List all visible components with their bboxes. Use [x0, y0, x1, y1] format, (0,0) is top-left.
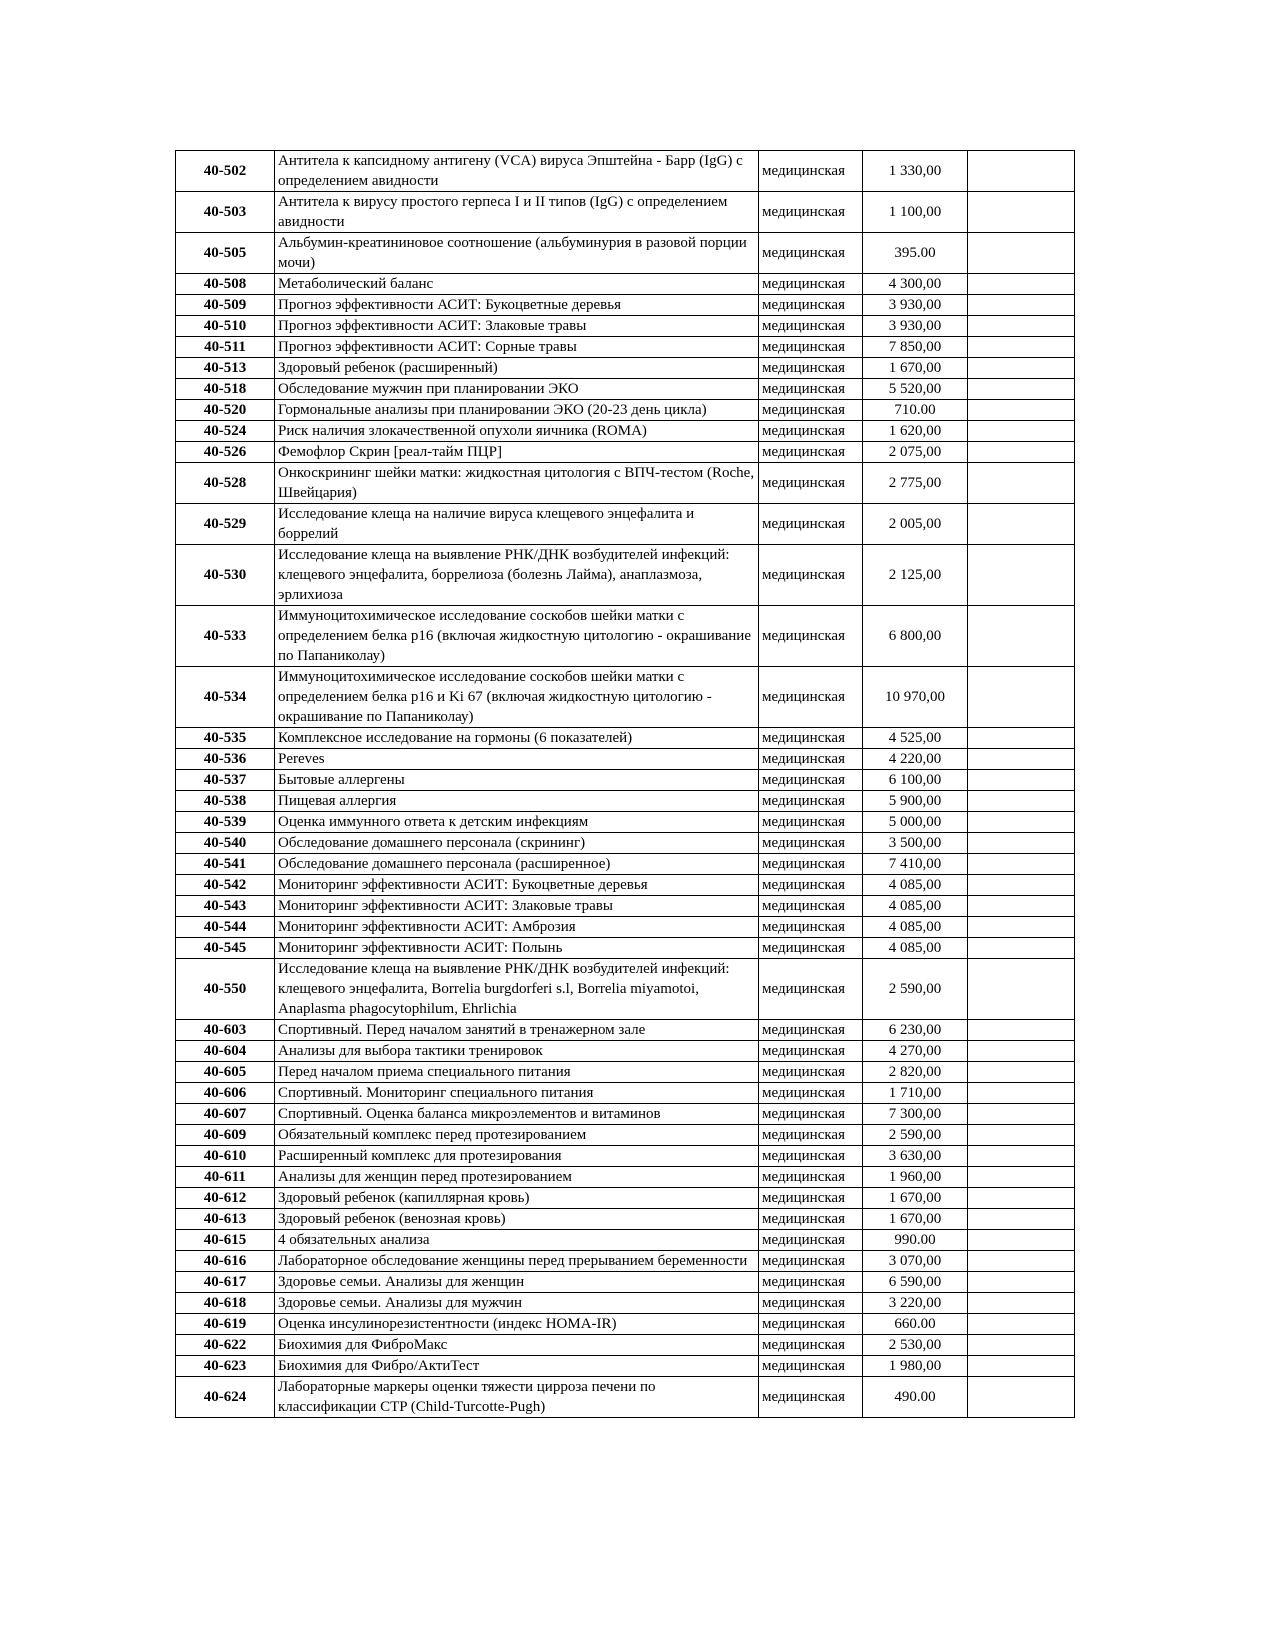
service-price: 660.00 — [863, 1314, 968, 1335]
table-row — [176, 1314, 1075, 1335]
service-price: 2 005,00 — [863, 504, 968, 545]
service-price: 5 520,00 — [863, 379, 968, 400]
service-code: 40-623 — [176, 1356, 275, 1377]
service-price: 990.00 — [863, 1230, 968, 1251]
service-code: 40-526 — [176, 442, 275, 463]
empty-cell — [968, 1356, 1075, 1377]
table-row — [176, 358, 1075, 379]
service-name: Мониторинг эффективности АСИТ: Амброзия — [275, 917, 759, 938]
table-row — [176, 192, 1075, 233]
service-type: медицинская — [759, 233, 863, 274]
service-name: Иммуноцитохимическое исследование соскобов шейки матки с определением белка p16 и Ki 67 (включая жидкостную цитологию - окрашивание по Папаниколау) — [275, 667, 759, 728]
service-code: 40-509 — [176, 295, 275, 316]
service-name: Обязательный комплекс перед протезированием — [275, 1125, 759, 1146]
service-price: 2 775,00 — [863, 463, 968, 504]
table-row — [176, 1104, 1075, 1125]
service-name: Биохимия для Фибро/АктиТест — [275, 1356, 759, 1377]
table-row — [176, 812, 1075, 833]
service-type: медицинская — [759, 1314, 863, 1335]
service-name: Исследование клеща на наличие вируса клещевого энцефалита и боррелий — [275, 504, 759, 545]
service-code: 40-603 — [176, 1020, 275, 1041]
service-name: Метаболический баланс — [275, 274, 759, 295]
service-name: Спортивный. Перед началом занятий в тренажерном зале — [275, 1020, 759, 1041]
service-type: медицинская — [759, 1356, 863, 1377]
empty-cell — [968, 1125, 1075, 1146]
table-row — [176, 1230, 1075, 1251]
service-code: 40-609 — [176, 1125, 275, 1146]
service-type: медицинская — [759, 442, 863, 463]
service-name: Анализы для женщин перед протезированием — [275, 1167, 759, 1188]
service-name: Здоровье семьи. Анализы для мужчин — [275, 1293, 759, 1314]
empty-cell — [968, 463, 1075, 504]
service-price: 6 590,00 — [863, 1272, 968, 1293]
service-price: 2 075,00 — [863, 442, 968, 463]
service-name: Обследование мужчин при планировании ЭКО — [275, 379, 759, 400]
empty-cell — [968, 1104, 1075, 1125]
table-row — [176, 917, 1075, 938]
empty-cell — [968, 545, 1075, 606]
service-name: Анализы для выбора тактики тренировок — [275, 1041, 759, 1062]
service-price: 2 530,00 — [863, 1335, 968, 1356]
service-type: медицинская — [759, 421, 863, 442]
service-code: 40-505 — [176, 233, 275, 274]
service-price: 4 085,00 — [863, 938, 968, 959]
empty-cell — [968, 1020, 1075, 1041]
empty-cell — [968, 1377, 1075, 1418]
empty-cell — [968, 151, 1075, 192]
service-name: Спортивный. Мониторинг специального питания — [275, 1083, 759, 1104]
service-price: 1 960,00 — [863, 1167, 968, 1188]
service-price: 1 100,00 — [863, 192, 968, 233]
table-row — [176, 421, 1075, 442]
empty-cell — [968, 1293, 1075, 1314]
service-price: 1 670,00 — [863, 1188, 968, 1209]
service-code: 40-535 — [176, 728, 275, 749]
empty-cell — [968, 1209, 1075, 1230]
empty-cell — [968, 400, 1075, 421]
empty-cell — [968, 791, 1075, 812]
empty-cell — [968, 833, 1075, 854]
service-name: Антитела к вирусу простого герпеса I и II типов (IgG) с определением авидности — [275, 192, 759, 233]
service-price: 710.00 — [863, 400, 968, 421]
service-type: медицинская — [759, 337, 863, 358]
table-row — [176, 749, 1075, 770]
service-type: медицинская — [759, 1125, 863, 1146]
service-code: 40-615 — [176, 1230, 275, 1251]
empty-cell — [968, 192, 1075, 233]
service-type: медицинская — [759, 1167, 863, 1188]
table-row — [176, 442, 1075, 463]
service-type: медицинская — [759, 938, 863, 959]
service-type: медицинская — [759, 1209, 863, 1230]
table-row — [176, 1272, 1075, 1293]
service-type: медицинская — [759, 400, 863, 421]
service-name: Оценка иммунного ответа к детским инфекциям — [275, 812, 759, 833]
service-code: 40-524 — [176, 421, 275, 442]
service-type: медицинская — [759, 749, 863, 770]
empty-cell — [968, 1314, 1075, 1335]
empty-cell — [968, 1335, 1075, 1356]
service-name: Здоровый ребенок (расширенный) — [275, 358, 759, 379]
service-code: 40-513 — [176, 358, 275, 379]
service-type: медицинская — [759, 316, 863, 337]
service-price: 3 070,00 — [863, 1251, 968, 1272]
service-code: 40-624 — [176, 1377, 275, 1418]
service-name: Здоровье семьи. Анализы для женщин — [275, 1272, 759, 1293]
service-type: медицинская — [759, 1293, 863, 1314]
service-type: медицинская — [759, 1230, 863, 1251]
service-name: Иммуноцитохимическое исследование соскобов шейки матки с определением белка p16 (включая жидкостную цитологию - окрашивание по Папаниколау) — [275, 606, 759, 667]
service-code: 40-617 — [176, 1272, 275, 1293]
service-price: 2 590,00 — [863, 1125, 968, 1146]
empty-cell — [968, 606, 1075, 667]
table-row — [176, 1125, 1075, 1146]
table-row — [176, 770, 1075, 791]
service-code: 40-605 — [176, 1062, 275, 1083]
empty-cell — [968, 917, 1075, 938]
service-code: 40-541 — [176, 854, 275, 875]
service-code: 40-606 — [176, 1083, 275, 1104]
service-price: 4 270,00 — [863, 1041, 968, 1062]
service-code: 40-604 — [176, 1041, 275, 1062]
table-row — [176, 1335, 1075, 1356]
service-name: Мониторинг эффективности АСИТ: Букоцветные деревья — [275, 875, 759, 896]
service-type: медицинская — [759, 791, 863, 812]
service-price: 1 670,00 — [863, 1209, 968, 1230]
table-row — [176, 316, 1075, 337]
service-name: Исследование клеща на выявление РНК/ДНК возбудителей инфекций: клещевого энцефалита, боррелиоза (болезнь Лайма), анаплазмоза, эрлихиоза — [275, 545, 759, 606]
service-price: 1 710,00 — [863, 1083, 968, 1104]
service-type: медицинская — [759, 1104, 863, 1125]
service-name: Pereves — [275, 749, 759, 770]
service-type: медицинская — [759, 1020, 863, 1041]
table-row — [176, 463, 1075, 504]
empty-cell — [968, 1230, 1075, 1251]
empty-cell — [968, 337, 1075, 358]
service-type: медицинская — [759, 151, 863, 192]
service-type: медицинская — [759, 274, 863, 295]
table-row — [176, 1146, 1075, 1167]
table-row — [176, 1167, 1075, 1188]
service-name: Оценка инсулинорезистентности (индекс HOMA-IR) — [275, 1314, 759, 1335]
empty-cell — [968, 1041, 1075, 1062]
service-name: Лабораторное обследование женщины перед прерыванием беременности — [275, 1251, 759, 1272]
empty-cell — [968, 504, 1075, 545]
table-row — [176, 667, 1075, 728]
service-name: Обследование домашнего персонала (расширенное) — [275, 854, 759, 875]
service-type: медицинская — [759, 917, 863, 938]
table-row — [176, 791, 1075, 812]
service-type: медицинская — [759, 1062, 863, 1083]
service-price: 4 085,00 — [863, 896, 968, 917]
service-price: 3 930,00 — [863, 316, 968, 337]
service-code: 40-511 — [176, 337, 275, 358]
table-row — [176, 274, 1075, 295]
service-code: 40-544 — [176, 917, 275, 938]
table-row — [176, 1062, 1075, 1083]
service-price: 2 820,00 — [863, 1062, 968, 1083]
service-type: медицинская — [759, 854, 863, 875]
service-name: Прогноз эффективности АСИТ: Букоцветные деревья — [275, 295, 759, 316]
service-type: медицинская — [759, 667, 863, 728]
empty-cell — [968, 233, 1075, 274]
service-price: 3 500,00 — [863, 833, 968, 854]
empty-cell — [968, 442, 1075, 463]
empty-cell — [968, 770, 1075, 791]
service-type: медицинская — [759, 959, 863, 1020]
service-code: 40-503 — [176, 192, 275, 233]
service-type: медицинская — [759, 1377, 863, 1418]
service-type: медицинская — [759, 1188, 863, 1209]
service-name: Альбумин-креатининовое соотношение (альбуминурия в разовой порции мочи) — [275, 233, 759, 274]
service-code: 40-611 — [176, 1167, 275, 1188]
service-price: 6 230,00 — [863, 1020, 968, 1041]
service-price: 10 970,00 — [863, 667, 968, 728]
service-code: 40-520 — [176, 400, 275, 421]
table-row — [176, 875, 1075, 896]
table-row — [176, 545, 1075, 606]
service-code: 40-543 — [176, 896, 275, 917]
empty-cell — [968, 1272, 1075, 1293]
service-price: 3 220,00 — [863, 1293, 968, 1314]
table-row — [176, 151, 1075, 192]
table-row — [176, 1020, 1075, 1041]
service-name: Обследование домашнего персонала (скрининг) — [275, 833, 759, 854]
service-name: Гормональные анализы при планировании ЭКО (20-23 день цикла) — [275, 400, 759, 421]
service-type: медицинская — [759, 295, 863, 316]
service-price: 3 930,00 — [863, 295, 968, 316]
service-type: медицинская — [759, 192, 863, 233]
empty-cell — [968, 812, 1075, 833]
service-price: 4 085,00 — [863, 875, 968, 896]
service-name: Перед началом приема специального питания — [275, 1062, 759, 1083]
table-row — [176, 1293, 1075, 1314]
empty-cell — [968, 379, 1075, 400]
empty-cell — [968, 1167, 1075, 1188]
service-type: медицинская — [759, 379, 863, 400]
empty-cell — [968, 316, 1075, 337]
service-price: 3 630,00 — [863, 1146, 968, 1167]
table-row — [176, 400, 1075, 421]
service-code: 40-533 — [176, 606, 275, 667]
service-code: 40-616 — [176, 1251, 275, 1272]
service-code: 40-534 — [176, 667, 275, 728]
service-code: 40-545 — [176, 938, 275, 959]
service-type: медицинская — [759, 1272, 863, 1293]
service-code: 40-622 — [176, 1335, 275, 1356]
service-price: 5 900,00 — [863, 791, 968, 812]
service-price: 395.00 — [863, 233, 968, 274]
service-name: Пищевая аллергия — [275, 791, 759, 812]
table-row — [176, 1083, 1075, 1104]
service-type: медицинская — [759, 1146, 863, 1167]
service-type: медицинская — [759, 504, 863, 545]
empty-cell — [968, 959, 1075, 1020]
service-code: 40-607 — [176, 1104, 275, 1125]
service-code: 40-540 — [176, 833, 275, 854]
service-code: 40-612 — [176, 1188, 275, 1209]
empty-cell — [968, 938, 1075, 959]
service-code: 40-610 — [176, 1146, 275, 1167]
empty-cell — [968, 1251, 1075, 1272]
empty-cell — [968, 1146, 1075, 1167]
table-row — [176, 1377, 1075, 1418]
service-name: 4 обязательных анализа — [275, 1230, 759, 1251]
table-row — [176, 1251, 1075, 1272]
service-price: 6 100,00 — [863, 770, 968, 791]
table-row — [176, 379, 1075, 400]
service-code: 40-542 — [176, 875, 275, 896]
service-code: 40-536 — [176, 749, 275, 770]
service-name: Мониторинг эффективности АСИТ: Полынь — [275, 938, 759, 959]
service-price: 2 125,00 — [863, 545, 968, 606]
service-type: медицинская — [759, 606, 863, 667]
service-name: Расширенный комплекс для протезирования — [275, 1146, 759, 1167]
service-type: медицинская — [759, 463, 863, 504]
service-name: Онкоскрининг шейки матки: жидкостная цитология с ВПЧ-тестом (Roche, Швейцария) — [275, 463, 759, 504]
price-table — [175, 150, 1075, 1418]
service-code: 40-538 — [176, 791, 275, 812]
service-code: 40-618 — [176, 1293, 275, 1314]
empty-cell — [968, 875, 1075, 896]
service-price: 5 000,00 — [863, 812, 968, 833]
empty-cell — [968, 358, 1075, 379]
service-code: 40-537 — [176, 770, 275, 791]
service-price: 7 850,00 — [863, 337, 968, 358]
service-type: медицинская — [759, 833, 863, 854]
empty-cell — [968, 749, 1075, 770]
table-row — [176, 337, 1075, 358]
service-type: медицинская — [759, 1251, 863, 1272]
service-type: медицинская — [759, 770, 863, 791]
empty-cell — [968, 421, 1075, 442]
service-name: Бытовые аллергены — [275, 770, 759, 791]
service-type: медицинская — [759, 896, 863, 917]
service-price: 490.00 — [863, 1377, 968, 1418]
empty-cell — [968, 1188, 1075, 1209]
table-row — [176, 854, 1075, 875]
table-row — [176, 295, 1075, 316]
service-type: медицинская — [759, 1083, 863, 1104]
service-type: медицинская — [759, 1335, 863, 1356]
service-name: Антитела к капсидному антигену (VCA) вируса Эпштейна - Барр (IgG) с определением авидности — [275, 151, 759, 192]
table-row — [176, 896, 1075, 917]
empty-cell — [968, 1083, 1075, 1104]
service-price: 6 800,00 — [863, 606, 968, 667]
service-price: 1 670,00 — [863, 358, 968, 379]
service-name: Лабораторные маркеры оценки тяжести цирроза печени по классификации CTP (Child-Turcotte-Pugh) — [275, 1377, 759, 1418]
service-code: 40-613 — [176, 1209, 275, 1230]
empty-cell — [968, 854, 1075, 875]
service-price: 4 525,00 — [863, 728, 968, 749]
table-row — [176, 938, 1075, 959]
table-row — [176, 233, 1075, 274]
service-price: 2 590,00 — [863, 959, 968, 1020]
service-name: Комплексное исследование на гормоны (6 показателей) — [275, 728, 759, 749]
service-price: 4 085,00 — [863, 917, 968, 938]
service-name: Мониторинг эффективности АСИТ: Злаковые травы — [275, 896, 759, 917]
service-price: 7 410,00 — [863, 854, 968, 875]
service-name: Здоровый ребенок (венозная кровь) — [275, 1209, 759, 1230]
service-price: 1 980,00 — [863, 1356, 968, 1377]
table-row — [176, 959, 1075, 1020]
service-price: 1 330,00 — [863, 151, 968, 192]
service-code: 40-619 — [176, 1314, 275, 1335]
service-code: 40-530 — [176, 545, 275, 606]
service-price: 4 220,00 — [863, 749, 968, 770]
table-row — [176, 504, 1075, 545]
empty-cell — [968, 667, 1075, 728]
table-row — [176, 606, 1075, 667]
empty-cell — [968, 274, 1075, 295]
service-type: медицинская — [759, 728, 863, 749]
empty-cell — [968, 896, 1075, 917]
price-table-body — [176, 151, 1075, 1418]
service-name: Прогноз эффективности АСИТ: Сорные травы — [275, 337, 759, 358]
service-type: медицинская — [759, 358, 863, 379]
service-price: 1 620,00 — [863, 421, 968, 442]
table-row — [176, 1188, 1075, 1209]
service-name: Спортивный. Оценка баланса микроэлементов и витаминов — [275, 1104, 759, 1125]
table-row — [176, 728, 1075, 749]
service-name: Здоровый ребенок (капиллярная кровь) — [275, 1188, 759, 1209]
service-price: 4 300,00 — [863, 274, 968, 295]
empty-cell — [968, 1062, 1075, 1083]
service-code: 40-529 — [176, 504, 275, 545]
service-code: 40-550 — [176, 959, 275, 1020]
table-row — [176, 1356, 1075, 1377]
service-code: 40-518 — [176, 379, 275, 400]
service-name: Исследование клеща на выявление РНК/ДНК возбудителей инфекций: клещевого энцефалита, Borrelia burgdorferi s.l, Borrelia miyamotoi, Anaplasma phagocytophilum, Ehrlichia — [275, 959, 759, 1020]
service-type: медицинская — [759, 1041, 863, 1062]
table-row — [176, 833, 1075, 854]
service-name: Фемофлор Скрин [реал-тайм ПЦР] — [275, 442, 759, 463]
empty-cell — [968, 728, 1075, 749]
service-type: медицинская — [759, 545, 863, 606]
service-name: Прогноз эффективности АСИТ: Злаковые травы — [275, 316, 759, 337]
service-price: 7 300,00 — [863, 1104, 968, 1125]
service-type: медицинская — [759, 875, 863, 896]
table-row — [176, 1041, 1075, 1062]
empty-cell — [968, 295, 1075, 316]
service-name: Биохимия для ФиброМакс — [275, 1335, 759, 1356]
service-type: медицинская — [759, 812, 863, 833]
service-code: 40-539 — [176, 812, 275, 833]
table-row — [176, 1209, 1075, 1230]
service-code: 40-510 — [176, 316, 275, 337]
service-code: 40-528 — [176, 463, 275, 504]
service-name: Риск наличия злокачественной опухоли яичника (ROMA) — [275, 421, 759, 442]
service-code: 40-502 — [176, 151, 275, 192]
service-code: 40-508 — [176, 274, 275, 295]
